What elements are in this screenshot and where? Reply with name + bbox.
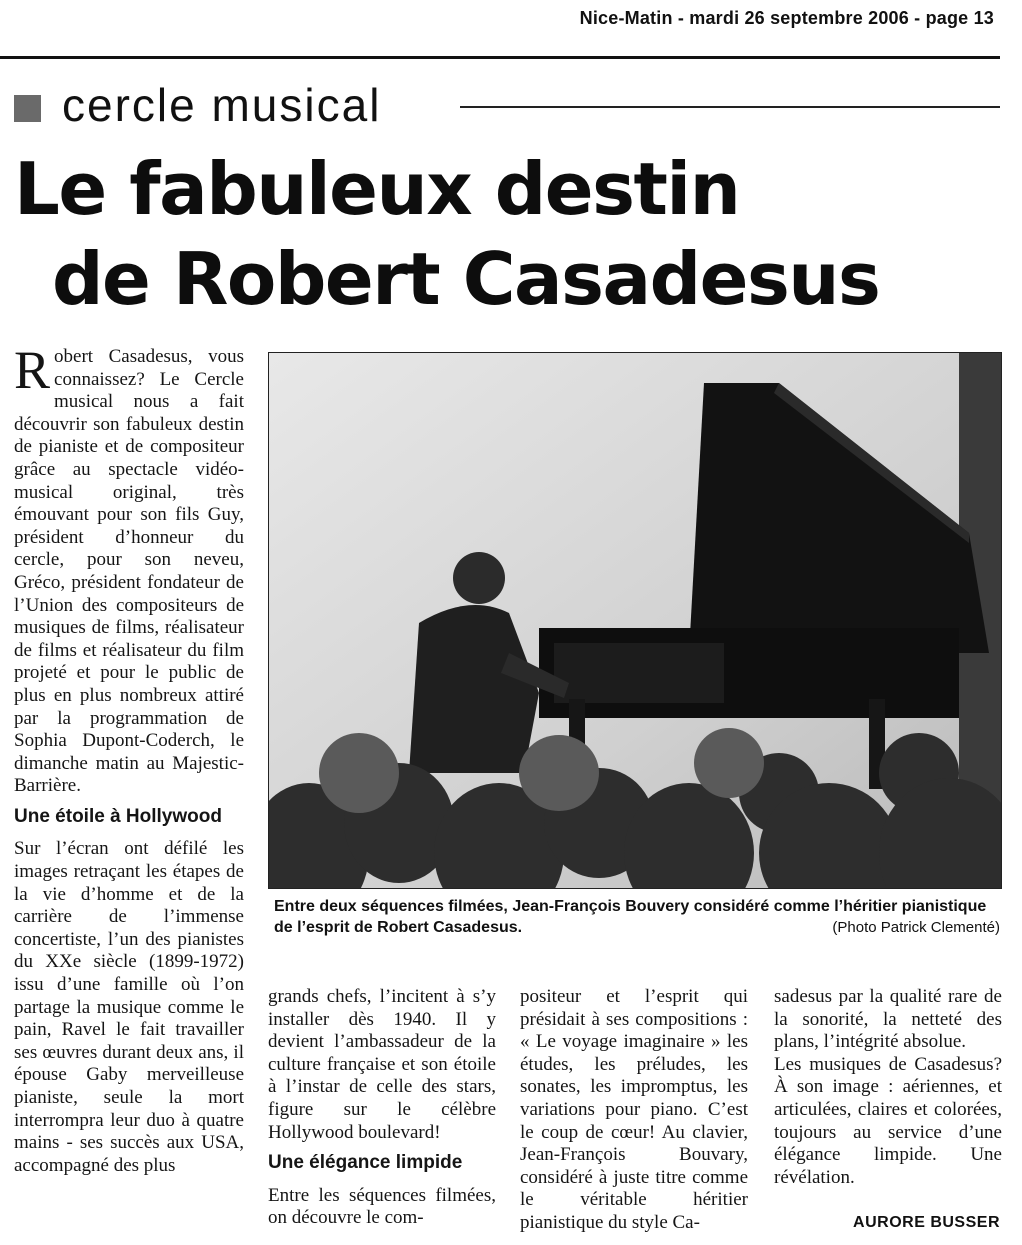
header-rule — [0, 56, 1000, 59]
photo-caption — [274, 896, 1002, 938]
subhead-elegance: Une élégance limpide — [268, 1152, 463, 1174]
headline-line-1: Le fabuleux destin — [14, 147, 740, 231]
publication-line: Nice-Matin - mardi 26 septembre 2006 - page 13 — [579, 8, 994, 28]
column-3-body: positeur et l’esprit qui présidait à ses compositions : « Le voyage imaginaire » les études, les préludes, les sonates, les impromptus, les variations pour piano. C’est le coup de cœur! Au clavier, Jean-François Bouvary, considéré à juste titre comme le véritable héritier pianistique du style Ca- — [520, 986, 748, 1233]
photo-credit: (Photo Patrick Clementé) — [832, 919, 1000, 936]
dropcap: R — [14, 340, 51, 400]
rubric-label: cercle musical — [62, 79, 382, 131]
rubric-square-icon — [14, 95, 41, 122]
caption-text: Entre deux séquences filmées, Jean-François Bouvery considéré comme l’héritier pianistique de l’esprit de Robert Casadesus. — [274, 898, 987, 936]
author-signature: AURORE BUSSER — [853, 1214, 1000, 1231]
subhead-hollywood: Une étoile à Hollywood — [14, 805, 222, 827]
column-2-body: grands chefs, l’incitent à s’y installer dès 1940. Il y devient l’ambassadeur de la culture française et son étoile à l’instar de celle des stars, figure sur le célèbre Hollywood boulevard! — [268, 986, 496, 1143]
intro-paragraph: obert Casadesus, vous connaissez? Le Cercle musical nous a fait découvrir son fabuleux destin de pianiste et de compositeur grâce au spectacle vidéo-musical original, très émouvant pour son fils Guy, président d’honneur du cercle, pour son neveu, Gréco, président fondateur de l’Union des compositeurs de musiques de films, réalisateur de films et réalisateur du film projeté et pour le public de plus en plus nombreux attiré par la programmation de Sophia Dupont-Coderch, le dimanche matin au Majestic-Barrière. — [14, 346, 244, 797]
headline — [14, 144, 879, 324]
headline-line-2: de Robert Casadesus — [52, 237, 880, 321]
column-4-body-2: Les musiques de Casadesus? À son image : aériennes, et articulées, claires et colorées, toujours au service d’une élégance limpide. Une révélation. — [774, 1053, 1002, 1188]
article-column-1 — [14, 340, 244, 1177]
column-1-body: Sur l’écran ont défilé les images retraçant les étapes de la vie d’homme et de la carrière de l’immense concertiste, l’un des pianistes du XXe siècle (1899-1972) issu d’une famille où l’on partage la musique comme le pain, Ravel le fait travailler ses œuvres durant deux ans, il épouse Gaby merveilleuse pianiste, seule la mort interrompra leur duo à quatre mains - ses succès aux USA, accompagné des plus — [14, 838, 244, 1176]
rubric-rule — [460, 106, 1000, 108]
article-column-2 — [268, 986, 496, 1230]
pianist-photo — [268, 352, 1002, 889]
column-2-continuation: Entre les séquences filmées, on découvre le com- — [268, 1184, 496, 1229]
column-4-body: sadesus par la qualité rare de la sonorité, la netteté des plans, l’intégrité absolue. — [774, 986, 1002, 1053]
pianist-photo-illustration — [269, 353, 1001, 888]
article-column-4 — [774, 986, 1002, 1189]
article-column-3 — [520, 986, 748, 1235]
